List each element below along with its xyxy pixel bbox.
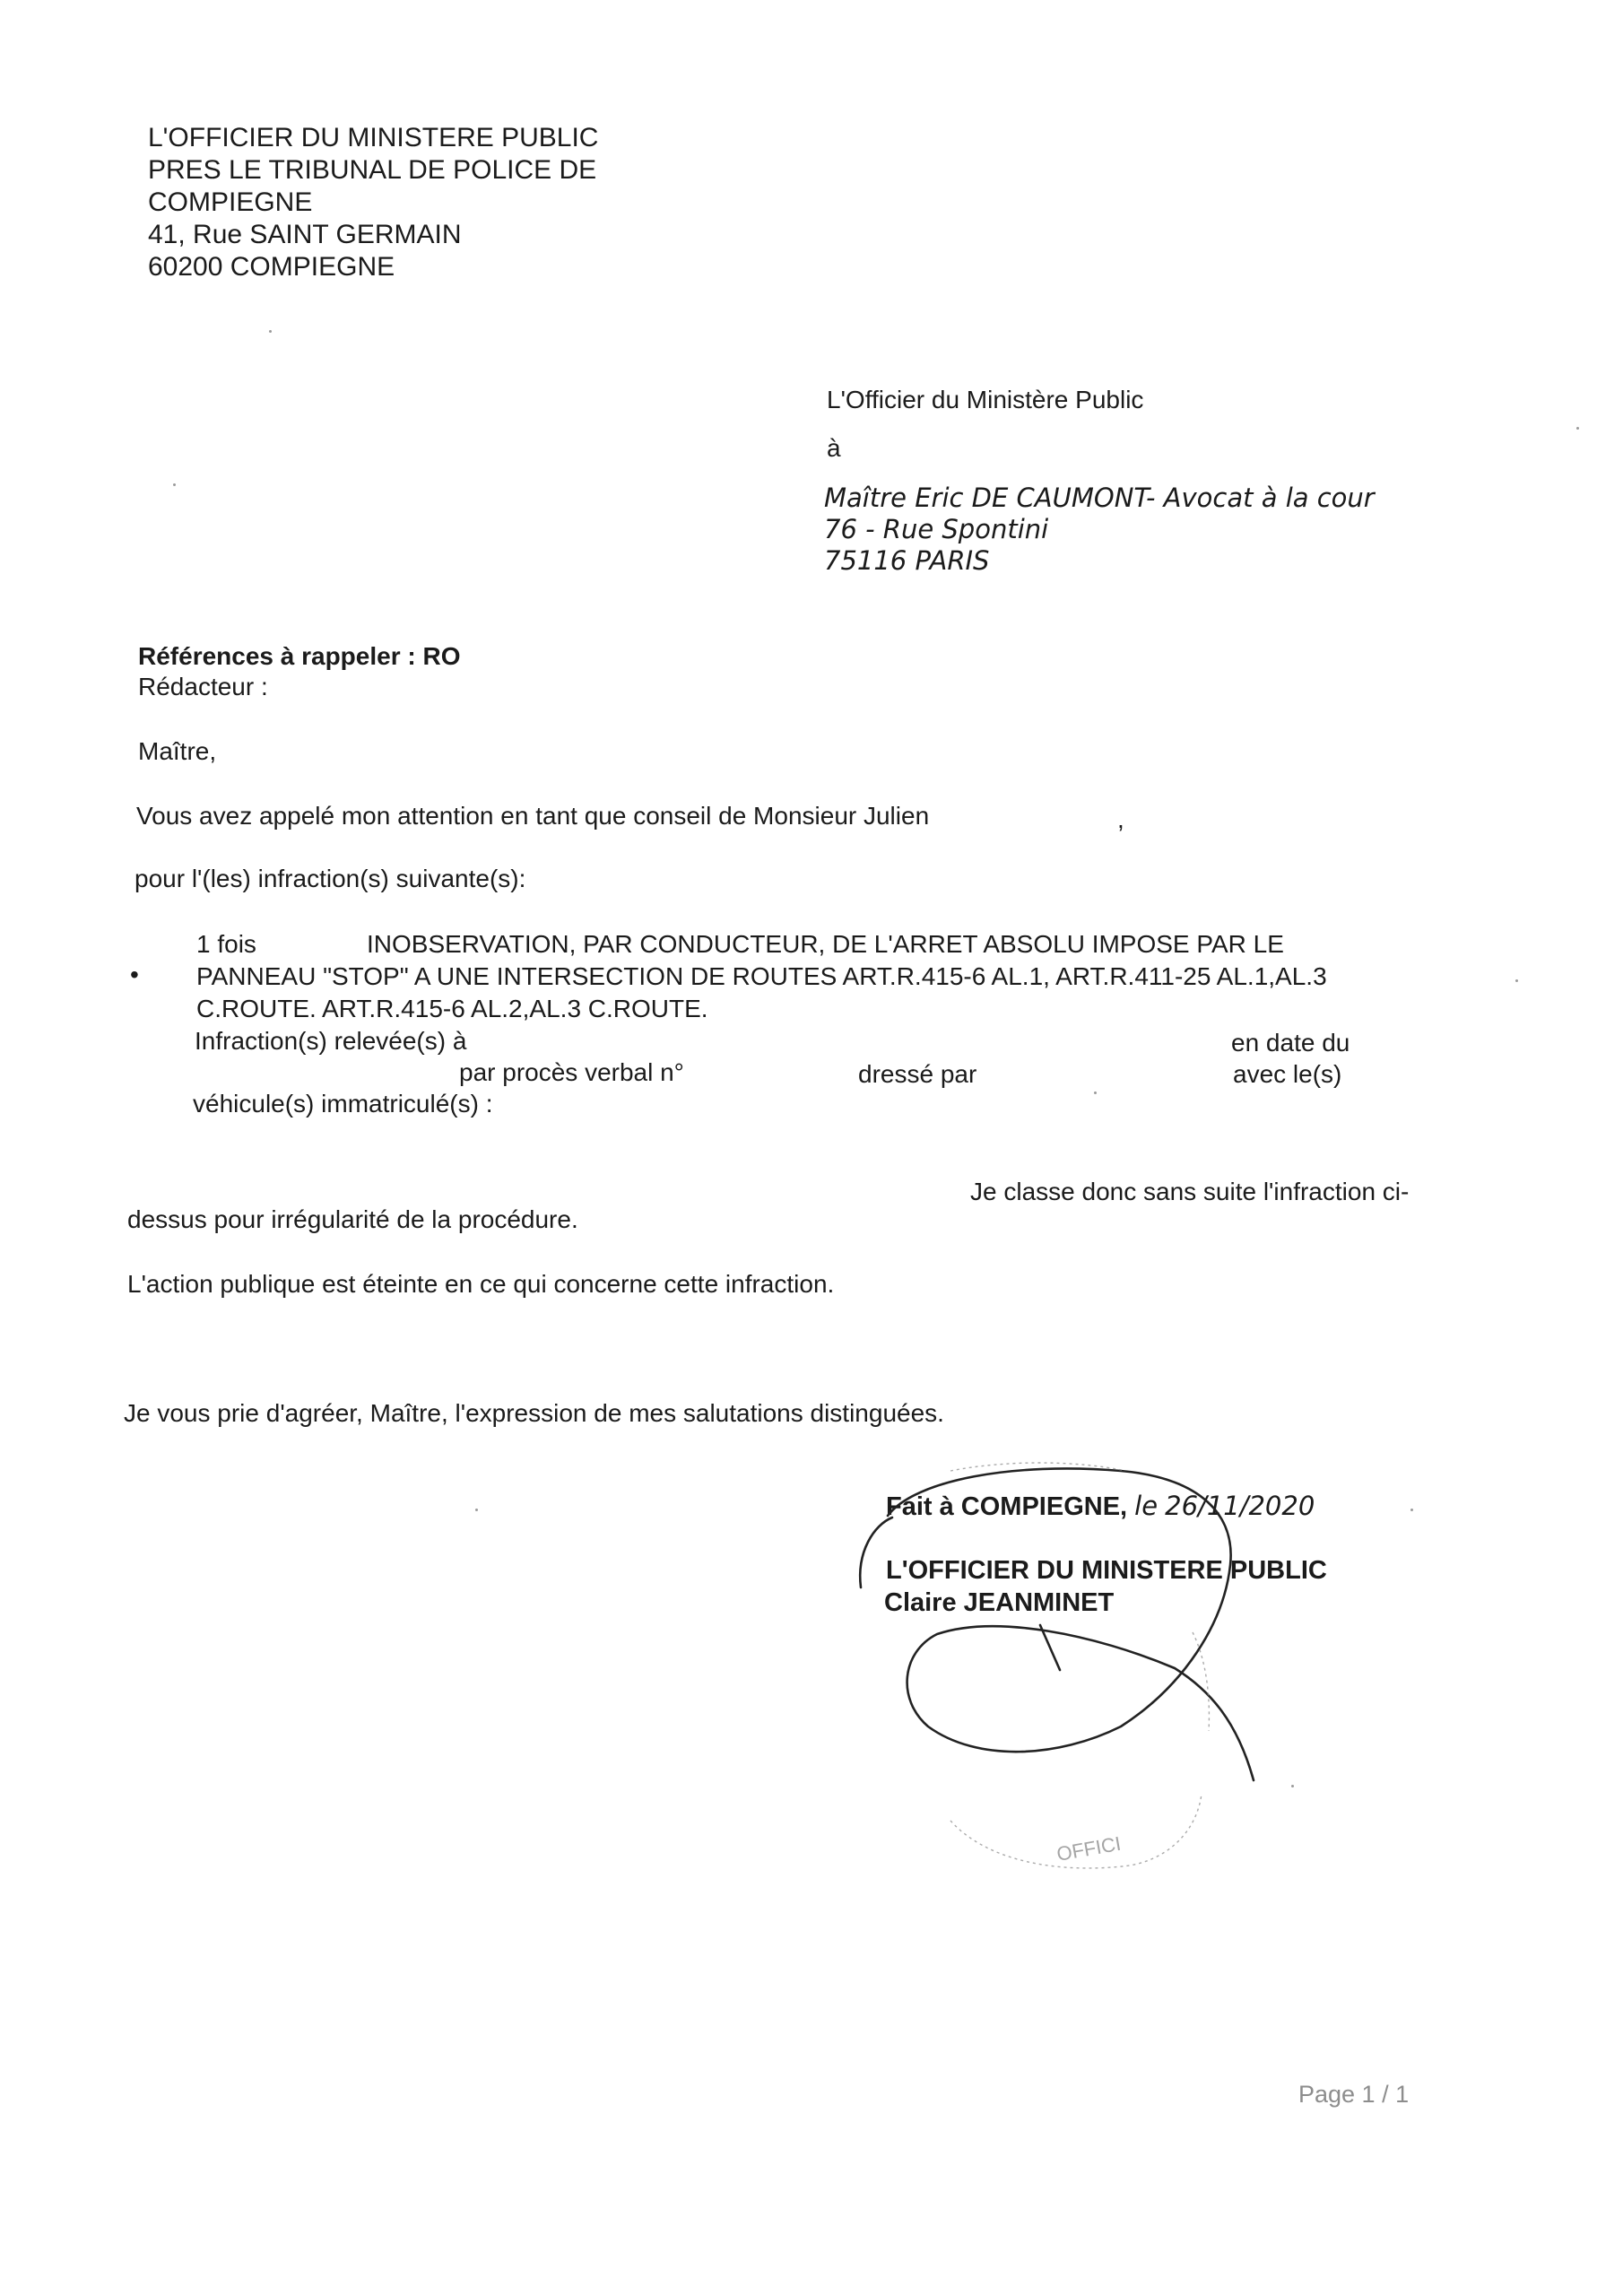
infraction-description-line-1: INOBSERVATION, PAR CONDUCTEUR, DE L'ARRET ABSOLU IMPOSE PAR LE: [367, 930, 1284, 958]
scan-speck: [173, 483, 176, 486]
stamp-text: OFFICI: [1055, 1831, 1123, 1866]
signature-title: L'OFFICIER DU MINISTERE PUBLIC: [886, 1556, 1327, 1585]
scan-speck: [269, 330, 272, 333]
signature-date-prefix: le: [1134, 1491, 1159, 1521]
recipient-street: 76 - Rue Spontini: [824, 514, 1049, 544]
intro-text: Vous avez appelé mon attention en tant que conseil de Monsieur Julien: [136, 802, 930, 830]
infraction-dresse-par: dressé par: [858, 1060, 977, 1088]
bullet-icon: •: [130, 961, 139, 988]
scan-speck: [1094, 1091, 1097, 1094]
references-label: Références à rappeler : RO: [138, 642, 461, 670]
classement-text-part-1: Je classe donc sans suite l'infraction ci-: [970, 1178, 1410, 1205]
infraction-avec: avec le(s): [1233, 1060, 1342, 1088]
infraction-description-line-2: PANNEAU "STOP" A UNE INTERSECTION DE ROUTES ART.R.415-6 AL.1, ART.R.411-25 AL.1,AL.3: [196, 962, 1327, 990]
scan-speck: [1410, 1509, 1413, 1511]
scan-speck: [1291, 1785, 1294, 1787]
signature-date: 26/11/2020: [1165, 1491, 1315, 1521]
sender-line-4: 41, Rue SAINT GERMAIN: [148, 220, 462, 249]
scan-speck: [1576, 427, 1579, 430]
classement-text-part-2: dessus pour irrégularité de la procédure.: [127, 1205, 578, 1233]
sender-line-1: L'OFFICIER DU MINISTERE PUBLIC: [148, 123, 599, 152]
infraction-description-line-3: C.ROUTE. ART.R.415-6 AL.2,AL.3 C.ROUTE.: [196, 995, 708, 1022]
recipient-city: 75116 PARIS: [824, 545, 990, 576]
action-publique-text: L'action publique est éteinte en ce qui concerne cette infraction.: [127, 1270, 835, 1298]
scan-speck: [475, 1509, 478, 1511]
recipient-to-word: à: [827, 434, 841, 462]
infraction-relevee: Infraction(s) relevée(s) à: [195, 1027, 467, 1055]
signature-place-text: Fait à COMPIEGNE,: [886, 1492, 1128, 1521]
redacteur-label: Rédacteur :: [138, 673, 268, 700]
infraction-en-date: en date du: [1231, 1029, 1350, 1057]
infractions-heading: pour l'(les) infraction(s) suivante(s):: [135, 865, 526, 892]
recipient-name: Maître Eric DE CAUMONT- Avocat à la cour: [824, 483, 1375, 513]
handwritten-signature: [860, 1468, 1254, 1780]
recipient-from: L'Officier du Ministère Public: [827, 386, 1144, 413]
infraction-vehicule: véhicule(s) immatriculé(s) :: [193, 1090, 493, 1118]
page-number: Page 1 / 1: [1298, 2081, 1410, 2108]
closing-formula: Je vous prie d'agréer, Maître, l'expression de mes salutations distinguées.: [124, 1399, 944, 1427]
sender-line-2: PRES LE TRIBUNAL DE POLICE DE: [148, 155, 597, 185]
infraction-count: 1 fois: [196, 930, 256, 958]
scan-speck: [1515, 979, 1518, 982]
intro-comma: ,: [1117, 805, 1124, 833]
signature-name: Claire JEANMINET: [884, 1588, 1115, 1617]
infraction-proces-verbal: par procès verbal n°: [459, 1058, 684, 1086]
sender-line-3: COMPIEGNE: [148, 187, 313, 217]
sender-line-5: 60200 COMPIEGNE: [148, 252, 395, 282]
salutation: Maître,: [138, 737, 217, 765]
